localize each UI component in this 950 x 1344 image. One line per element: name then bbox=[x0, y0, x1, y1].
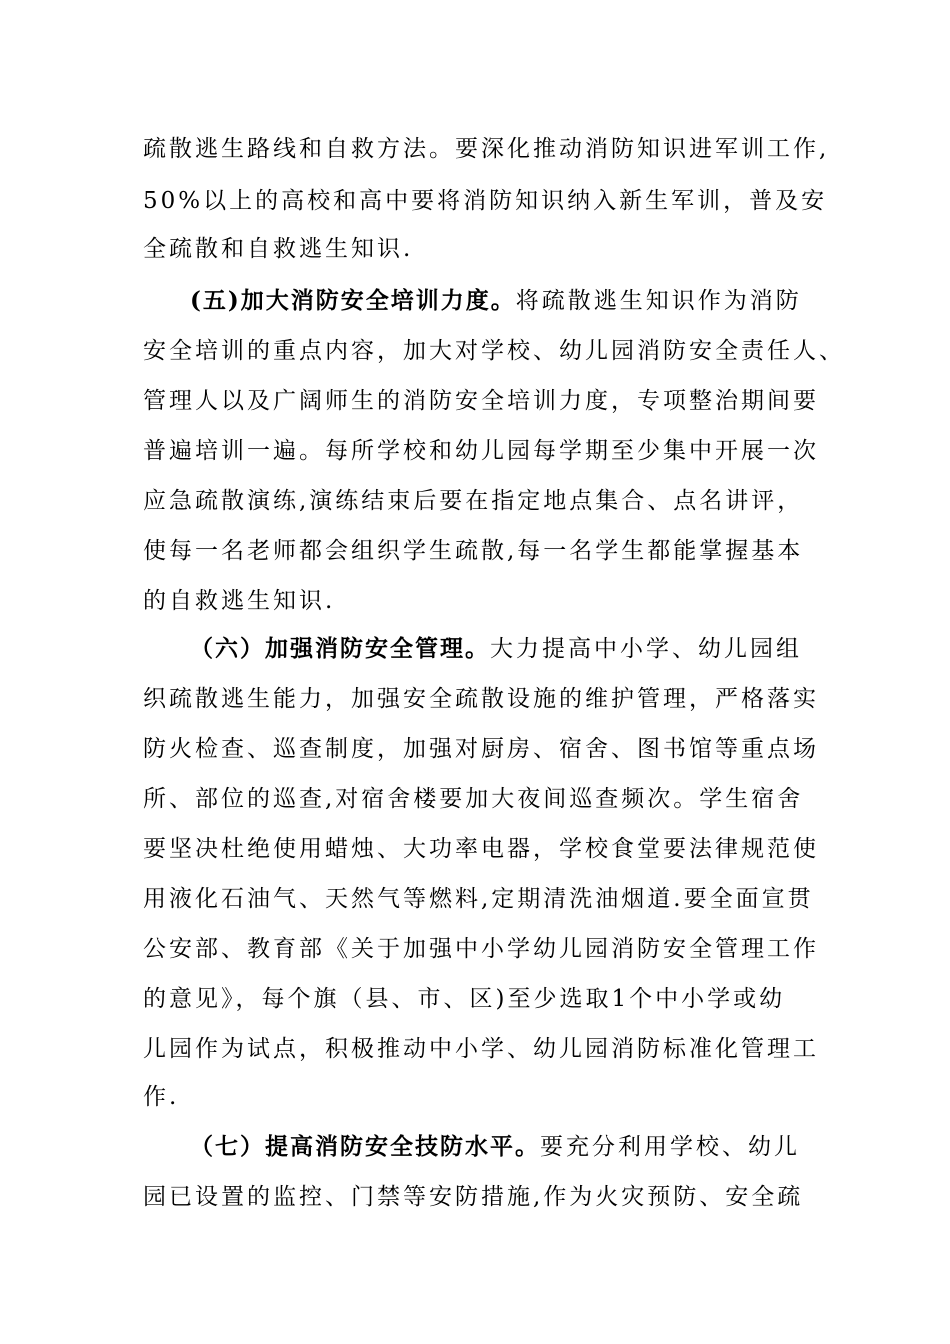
text-line: 用液化石油气、天然气等燃料,定期清洗油烟道.要全面宣贯 bbox=[143, 886, 814, 912]
text-line: 作. bbox=[143, 1084, 180, 1110]
text-line: 应急疏散演练,演练结束后要在指定地点集合、点名讲评， bbox=[143, 488, 804, 514]
paragraph-first-line bbox=[190, 286, 813, 316]
text-line: 普遍培训一遍。每所学校和幼儿园每学期至少集中开展一次 bbox=[143, 438, 819, 464]
text-line: 所、部位的巡查,对宿舍楼要加大夜间巡查频次。学生宿舍 bbox=[143, 786, 804, 812]
section-heading: （七）提高消防安全技防水平。 bbox=[190, 1133, 540, 1160]
text-line: 疏散逃生路线和自救方法。要深化推动消防知识进军训工作, bbox=[143, 136, 830, 162]
paragraph-first-line bbox=[190, 1132, 813, 1162]
text-line: 50%以上的高校和高中要将消防知识纳入新生军训，普及安 bbox=[143, 188, 828, 214]
text-line: 的自救逃生知识. bbox=[143, 588, 336, 614]
text-line: 安全培训的重点内容，加大对学校、幼儿园消防安全责任人、 bbox=[143, 338, 845, 364]
text-line: 防火检查、巡查制度，加强对厨房、宿舍、图书馆等重点场 bbox=[143, 736, 819, 762]
text-line: 织疏散逃生能力，加强安全疏散设施的维护管理，严格落实 bbox=[143, 686, 819, 712]
section-heading: (五)加大消防安全培训力度。 bbox=[190, 287, 516, 314]
text-run: 将疏散逃生知识作为消防 bbox=[515, 288, 802, 314]
text-line: 的意见》，每个旗（县、市、区)至少选取1个中小学或幼 bbox=[143, 986, 786, 1012]
text-line: 使每一名老师都会组织学生疏散,每一名学生都能掌握基本 bbox=[143, 538, 804, 564]
text-line: 管理人以及广阔师生的消防安全培训力度，专项整治期间要 bbox=[143, 388, 819, 414]
text-line: 儿园作为试点，积极推动中小学、幼儿园消防标准化管理工 bbox=[143, 1036, 819, 1062]
text-line: 公安部、教育部《关于加强中小学幼儿园消防安全管理工作 bbox=[143, 936, 819, 962]
text-line: 全疏散和自救逃生知识. bbox=[143, 236, 414, 262]
text-line: 园已设置的监控、门禁等安防措施,作为火灾预防、安全疏 bbox=[143, 1184, 804, 1210]
text-line: 要坚决杜绝使用蜡烛、大功率电器，学校食堂要法律规范使 bbox=[143, 836, 819, 862]
text-run: 大力提高中小学、幼儿园组 bbox=[490, 636, 802, 662]
paragraph-first-line bbox=[190, 634, 813, 664]
text-run: 要充分利用学校、幼儿 bbox=[540, 1134, 800, 1160]
section-heading: （六）加强消防安全管理。 bbox=[190, 635, 490, 662]
